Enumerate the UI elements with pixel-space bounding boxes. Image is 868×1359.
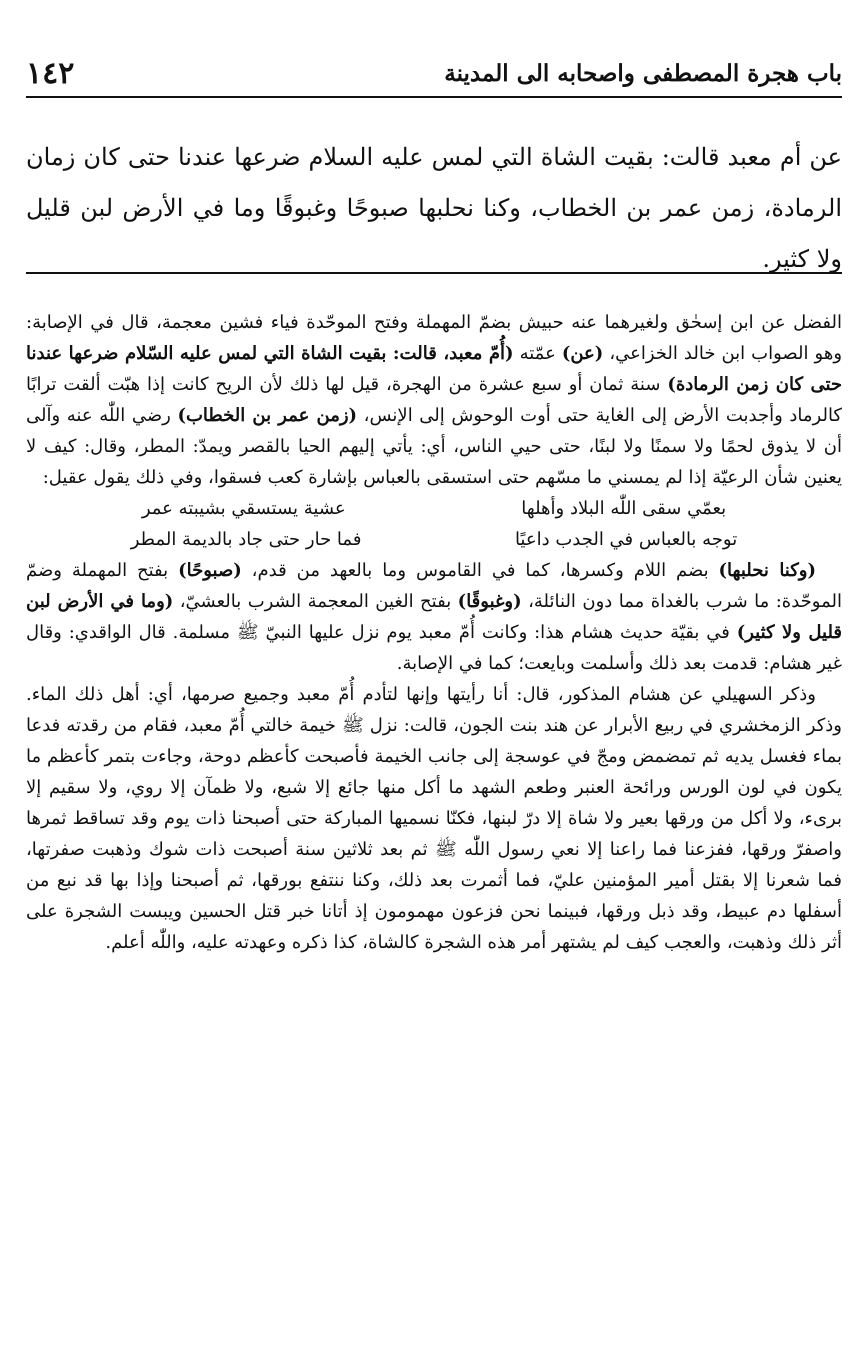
commentary-text: الفضل عن ابن إسحٰق ولغيرهما عنه حبيش بضمّ المهملة وفتح الموحّدة فياء فشين معجمة، قال في الإصابة: وهو الصواب ابن خالد الخزاعي، bbox=[26, 312, 843, 364]
commentary-paragraph-3: وذكر السهيلي عن هشام المذكور، قال: أنا رأيتها وإنها لتأدم أُمّ معبد وجميع صرمها، أي: أهل ذلك الماء. وذكر الزمخشري في ربيع الأبرار عن هند بنت الجون، قالت: نزل ﷺ خيمة خالتي أُمّ معبد، فقام من رقدته فدعا بماء فغسل يديه ثم تمضمض ومجّ في عوسجة إلى جانب الخيمة فأصبحت كأعظم دوحة، وجاءت بتمر كأعظم ما يكون في لون الورس ورائحة العنبر وطعم الشهد ما أكل منها جائع إلا شبع، ولا ظمآن إلا روي، ولا سقيم إلا برىء، ولا أكل من ورقها بعير ولا شاة إلا درّ لبنها، فكنّا نسميها المباركة حتى أصبحنا ذات يوم وقد تساقط ثمرها واصفرّ ورقها، ففزعنا فما راعنا إلا نعي رسول اللّٰه ﷺ ثم بعد ثلاثين سنة أصبحت ذات شوك وذهبت صفرتها، فما شعرنا إلا بقتل أمير المؤمنين عليّ، فما أثمرت بعد ذلك، وكنا ننتفع بورقها، ثم أصبحنا وإذا بها قد نبع من أسفلها دم عبيط، وقد ذبل ورقها، فبينما نحن فزعون مهمومون إذ أتانا خبر قتل الحسين ويبست الشجرة على أثر ذلك وذهبت، والعجب كيف لم يشتهر أمر هذه الشجرة كالشاة، كذا ذكره وعهدته عليه، واللّٰه أعلم. bbox=[26, 684, 842, 953]
hadith-text: عن أم معبد قالت: بقيت الشاة التي لمس عليه السلام ضرعها عندنا حتى كان زمان الرمادة، زمن عمر بن الخطاب، وكنا نحلبها صبوحًا وغبوقًا وما في الأرض لبن قليل ولا كثير. bbox=[26, 143, 842, 273]
verse-first-hemistich: بعمّي سقى اللّٰه البلاد وأهلها bbox=[521, 498, 727, 519]
commentary-paragraph-2 bbox=[26, 555, 842, 679]
commentary-text: سنة ثمان أو سبع عشرة من الهجرة، قيل لها ذلك لأن الريح كانت إذا هبّت ألقت ترابًا كالرماد وأجدبت الأرض إلى الغاية حتى أوت الوحوش إلى الإنس، bbox=[26, 374, 843, 426]
page-header bbox=[26, 52, 842, 98]
poem-verse bbox=[26, 493, 842, 524]
separator-rule bbox=[26, 272, 842, 274]
commentary-text: بفتح المهملة وضمّ الموحّدة: ما شرب بالغداة مما دون النائلة، bbox=[26, 560, 842, 612]
verse-second-hemistich: فما حار حتى جاد بالديمة المطر bbox=[130, 529, 362, 550]
quoted-matn: (أُمّ معبد، قالت: بقيت الشاة التي لمس عليه السّلام ضرعها عندنا حتى كان زمن الرمادة) bbox=[26, 343, 842, 395]
commentary-text: في بقيّة حديث هشام هذا: وكانت أُمّ معبد يوم نزل عليها النبيّ ﷺ مسلمة. قال الواقدي: وقال غير هشام: قدمت بعد ذلك وأسلمت وبايعت؛ كما في الإصابة. bbox=[26, 622, 842, 674]
commentary-paragraph-1 bbox=[26, 307, 842, 493]
quoted-matn: (صبوحًا) bbox=[178, 560, 242, 581]
quoted-matn: (عن) bbox=[561, 343, 604, 364]
poem bbox=[26, 493, 842, 555]
commentary-text: بفتح الغين المعجمة الشرب بالعشيّ، bbox=[173, 591, 458, 612]
verse-second-hemistich: عشية يستسقي بشيبته عمر bbox=[141, 498, 346, 519]
quoted-matn: (وغبوقًا) bbox=[457, 591, 522, 612]
commentary-text: بضم اللام وكسرها، كما في القاموس وما بالعهد من قدم، bbox=[241, 560, 719, 581]
commentary bbox=[26, 307, 842, 958]
commentary-text: عمّته bbox=[513, 343, 562, 364]
running-title: باب هجرة المصطفى واصحابه الى المدينة bbox=[444, 60, 842, 87]
quoted-matn: (وكنا نحلبها) bbox=[718, 560, 817, 581]
page-number: ١٤٢ bbox=[26, 56, 75, 91]
quoted-matn: (زمن عمر بن الخطاب) bbox=[177, 405, 358, 426]
quoted-matn: (وما في الأرض لبن قليل ولا كثير) bbox=[26, 591, 843, 643]
poem-verse bbox=[26, 524, 842, 555]
commentary-text: رضي اللّٰه عنه وآلى أن لا يذوق لحمًا ولا سمنًا ولا لبنًا، حتى حيي الناس، أي: يأتي إليهم الحيا بالقصر ويمدّ: المطر، وقال: كيف لا يعنين شأن الرعيّة إذا لم يمسني ما مسّهم حتى استسقى بالعباس بإشارة كعب فسقوا، وفي ذلك يقول عقيل: bbox=[26, 405, 843, 488]
verse-first-hemistich: توجه بالعباس في الجدب داعيًا bbox=[514, 529, 738, 550]
